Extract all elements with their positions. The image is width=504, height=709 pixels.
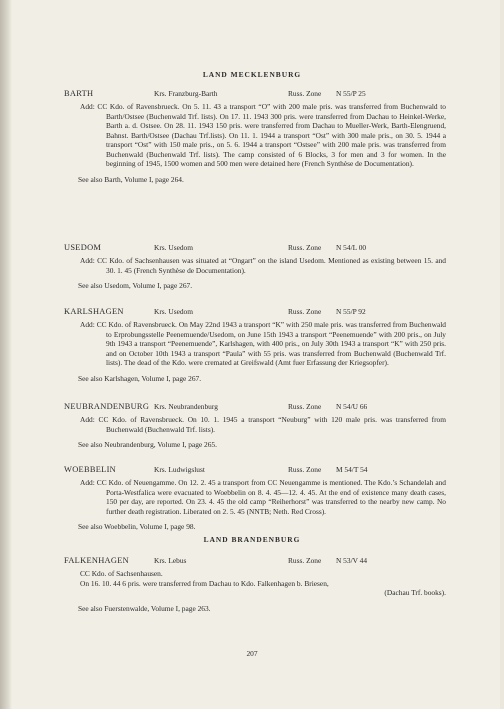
- page-number: 207: [246, 649, 258, 658]
- zone: Russ. Zone: [288, 556, 322, 565]
- see-also-reference: See also Woebbelin, Volume I, page 98.: [78, 522, 196, 531]
- entry-text: [80, 478, 446, 516]
- page-edge: [500, 0, 504, 709]
- entry-header: [64, 556, 446, 566]
- entry-neubrandenburg: [64, 402, 446, 450]
- entry-paragraph: Add: CC Kdo. of Ravensbrueck. On 10. 1. 1945 a transport “Neuburg” with 120 male pris. was transferred from Buchenwald (Buchenwald Trf. lists).: [80, 415, 446, 434]
- section-heading-brandenburg: LAND BRANDENBURG: [203, 535, 301, 544]
- entry-header: [64, 465, 446, 475]
- entry-text: [80, 569, 446, 598]
- map-code: N 55/P 92: [336, 307, 366, 316]
- entry-paragraph: Add: CC Kdo. of Ravensbrueck. On May 22nd 1943 a transport “K” with 250 male pris. was transferred from Buchenwald to Erprobungsstelle Peenemuende/Usedom, on June 15th 1943 a transport “Peenemuende” with 200 pris., on July 9th 1943 a transport “Peenemuende”, Karlshagen, with 400 pris., on July 30th 1943 a transport “K” with 250 pris. and on October 10th 1943 a transport “Paula” with 55 pris. was transferred from Buchenwald (Buchenwald Trf. lists). The dead of the Kdo. were cremated at Greifswald (Amt fuer Erfassung der Kriegsopfer).: [80, 320, 446, 367]
- entry-paragraph: Add: CC Kdo. of Neuengamme. On 12. 2. 45 a transport from CC Neuengamme is mentioned. The Kdo.’s Schandelah and Porta-Westfalica were evacuated to Woebbelin on 8. 4. 45—12. 4. 45. At the end of existence many death cases, 150 per day, are reported. On 23. 4. 45 the old camp “Reiherhorst” was transferred to the nearby new camp. No further death registration. Liberated on 2. 5. 45 (NNTB; Neth. Red Cross).: [80, 478, 446, 516]
- entry-paragraph: On 16. 10. 44 6 pris. were transferred from Dachau to Kdo. Falkenhagen b. Briesen,: [80, 578, 329, 588]
- place-name: NEUBRANDENBURG: [64, 402, 150, 411]
- entry-header: [64, 402, 446, 412]
- map-code: N 53/V 44: [336, 556, 368, 565]
- zone: Russ. Zone: [288, 402, 322, 411]
- zone: Russ. Zone: [288, 465, 322, 474]
- map-code: N 54/U 66: [336, 402, 368, 411]
- entry-text: [80, 256, 446, 275]
- place-name: FALKENHAGEN: [64, 556, 130, 565]
- district: Krs. Franzburg-Barth: [154, 89, 218, 98]
- zone: Russ. Zone: [288, 243, 322, 252]
- map-code: N 55/P 25: [336, 89, 366, 98]
- map-code: M 54/T 54: [336, 465, 368, 474]
- entry-header: [64, 243, 446, 253]
- see-also-reference: See also Neubrandenburg, Volume I, page 265.: [78, 440, 217, 449]
- place-name: WOEBBELIN: [64, 465, 117, 474]
- district: Krs. Neubrandenburg: [154, 402, 218, 411]
- entry-paragraph: Add: CC Kdo. of Ravensbrueck. On 5. 11. 43 a transport “O” with 200 male pris. was transferred from Buchenwald to Barth/Ostsee (Buchenwald Trf. lists). On 17. 11. 1943 300 pris. were transferred from Dachau to Heinkel-Werke, Barth a. d. Ostsee. On 28. 11. 1943 150 pris. were transferred from Dachau to Mueller-Werk, Barth-Elengruend, Bahnst. Barth/Ostsee (Dachau Trf.lists). On 11. 1. 1944 a transport “Ost” with 300 male pris., on 30. 5. 1944 a transport “Ost” with 150 male pris., on 5. 6. 1944 a transport “Ostsee” with 200 male pris. was transferred from Buchenwald (Buchenwald Trf. lists). The camp consisted of 6 Blocks, 3 for men and 3 for women. In the beginning of 1945, 1500 women and 500 men were detained here (French Synthèse de Documentation).: [80, 102, 446, 168]
- entry-text: [80, 320, 446, 368]
- see-also-reference: See also Karlshagen, Volume I, page 267.: [78, 373, 202, 383]
- entry-text: [80, 102, 446, 169]
- entry-woebbelin: [64, 465, 446, 532]
- district: Krs. Lebus: [154, 556, 187, 565]
- zone: Russ. Zone: [288, 307, 322, 316]
- district: Krs. Ludwigslust: [154, 465, 205, 474]
- map-code: N 54/L 00: [336, 243, 367, 252]
- zone: Russ. Zone: [288, 89, 322, 98]
- district: Krs. Usedom: [154, 243, 194, 252]
- see-also-reference: See also Fuerstenwalde, Volume I, page 263.: [78, 603, 211, 613]
- place-name: BARTH: [64, 89, 94, 98]
- entry-barth: [64, 89, 446, 184]
- entry-paragraph: Add: CC Kdo. of Sachsenhausen was situated at “Ongart” on the island Usedom. Mentioned as existing between 15. and 30. 1. 45 (French Synthèse de Documentation).: [80, 256, 446, 275]
- district: Krs. Usedom: [154, 307, 194, 316]
- entry-paragraph: CC Kdo. of Sachsenhausen.: [80, 569, 163, 578]
- entry-text: [80, 415, 446, 434]
- entry-source: (Dachau Trf. books).: [384, 588, 446, 597]
- place-name: KARLSHAGEN: [64, 307, 124, 316]
- entry-falkenhagen: [64, 556, 446, 613]
- entry-header: [64, 89, 446, 99]
- entry-header: [64, 307, 446, 317]
- entry-karlshagen: [64, 307, 446, 383]
- section-heading-mecklenburg: LAND MECKLENBURG: [202, 70, 302, 79]
- place-name: USEDOM: [64, 243, 102, 252]
- see-also-reference: See also Barth, Volume I, page 264.: [78, 174, 184, 184]
- entry-usedom: [64, 243, 446, 291]
- book-spine-shadow: [0, 0, 12, 709]
- see-also-reference: See also Usedom, Volume I, page 267.: [78, 281, 193, 290]
